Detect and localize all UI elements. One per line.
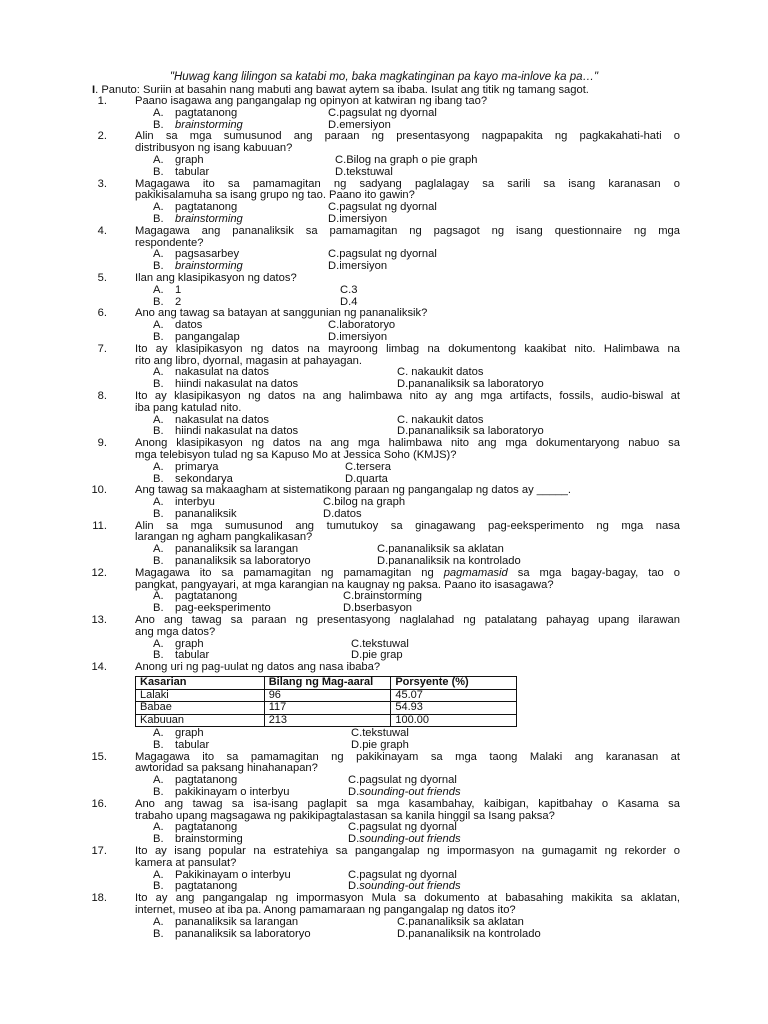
option-text-right: D.tekstuwal [335,165,393,178]
option-letter: B. [153,330,164,343]
option-text: graph [175,153,204,166]
question-text [91,614,680,639]
question-item [91,661,680,751]
option-text: graph [175,637,204,650]
option-text-right: C.pagsulat ng dyornal [348,821,457,834]
question-text-line: Ang tawag sa makaagham at sistematikong paraan ng pangangalap ng datos ay _____. [135,484,571,497]
question-stem: 11. Alin sa mga sumusunod ang tumutukoy sa ginagawang pag-eeksperimento ng mga nasa larangan ng agham pangkalikasan? [92,519,680,544]
option-text-right: C.pananaliksik sa aklatan [397,915,524,928]
question-text-line: kamera at pansulat? [135,856,237,869]
table-cell: Babae [136,702,265,715]
option-text-right: D.quarta [345,472,388,485]
option-text: pagtatanong [175,774,238,787]
option-letter: B. [153,472,164,485]
table-cell: 213 [264,714,391,727]
table-header: Kasarian [136,677,265,690]
question-text-line: Anong klasipikasyon ng datos na ang mga halimbawa nito ang mga dokumentaryong nabuo sa [135,437,680,450]
option-text-right: C.tekstuwal [351,727,409,740]
question-stem: 3. Magagawa ito sa pamamagitan ng sadyang paglalagay sa sarili sa isang karanasan o pakikisalamuha sa isang grupo ng tao. Paano ito gawin? [97,177,680,202]
question-text [91,566,680,592]
question-stem: 8. Ito ay klasipikasyon ng datos na ang halimbawa nito ay ang mga artifacts, fossils, audio-biswal at iba pang katulad nito. [97,389,680,414]
question-text [91,845,680,870]
option-letter: A. [153,201,164,214]
question-item [97,177,680,226]
data-table [135,676,517,727]
option-row [115,108,680,120]
option-text-right: D.imersiyon [328,330,388,343]
option-text: pangangalap [175,330,240,343]
option-text: hiindi nakasulat na datos [175,378,299,391]
option-letter: A. [153,106,164,119]
question-text [115,662,680,674]
question-text-line: Magagawa ito sa pamamagitan ng pakikinayam sa mga taong Malaki ang karanasan at [135,750,680,763]
option-text: pagtatanong [175,590,238,603]
option-text: pananaliksik [175,507,237,520]
question-text-line: Anong uri ng pag-uulat ng datos ang nasa ibaba? [135,661,381,674]
option-text: sekondarya [175,472,233,485]
question-text [92,519,680,545]
table-cell: 100.00 [391,714,517,727]
option-text-right: D.pie grap [351,649,403,662]
table-cell: Kabuuan [136,714,265,727]
option-text: pagtatanong [175,106,238,119]
option-text-right: C.pagsulat ng dyornal [348,774,457,787]
option-letter: B. [153,378,164,391]
question-item [91,566,680,615]
question-text [115,273,680,285]
option-letter: A. [153,637,164,650]
question-text-line: trabaho upang magsagawa ng pakikipagtalastasan sa kanila hinggil sa Isang paksa? [135,809,555,822]
question-stem: 1. Paano isagawa ang pangangalap ng opinyon at katwiran ng ibang tao? [115,96,680,108]
option-letter: A. [153,366,164,379]
option-text-right: C.Bilog na graph o pie graph [335,153,478,166]
option-letter: A. [153,153,164,166]
table-row [136,714,517,727]
question-stem: 4. Magagawa ang pananaliksik sa pamamagitan ng pagsagot ng isang questionnaire ng mga respondente? [97,224,680,249]
question-text-line: ang mga datos? [135,625,216,638]
question-item [97,271,680,308]
question-item [97,224,680,273]
option-text: tabular [175,738,210,751]
option-letter: A. [153,590,164,603]
option-letter: A. [153,821,164,834]
question-stem: 2. Alin sa mga sumusunod ang paraan ng presentasyong nagpapakita ng pagkakahati-hati o distribusyon ng isang kabuuan? [97,130,680,155]
option-row [115,155,680,167]
option-text-right: D.imersiyon [328,260,388,273]
option-row [115,285,680,297]
question-text [97,437,680,462]
question-item [97,389,680,438]
option-letter: B. [153,833,164,846]
option-letter: A. [153,413,164,426]
option-letter: A. [153,248,164,261]
question-text-line: mga telebisyon tulad ng sa Kapuso Mo at Jessica Soho (KMJS)? [135,448,457,461]
motto: "Huwag kang lilingon sa katabi mo, baka magkatinginan pa kayo ma-inlove ka pa…" [169,71,599,83]
option-letter: B. [153,602,164,615]
option-text-right: C.pagsulat ng dyornal [328,106,437,119]
option-text-right: C.pagsulat ng dyornal [348,868,457,881]
option-letter: A. [153,915,164,928]
question-stem: 5. Ilan ang klasipikasyon ng datos? [115,273,680,285]
option-letter: B. [153,738,164,751]
option-text-right: C.pananaliksik sa aklatan [377,543,504,556]
option-text-right: D.imersiyon [328,212,388,225]
option-row [115,167,680,179]
question-text [91,797,680,823]
question-text-line: Magagawa ito sa pamamagitan ng sadyang paglalagay sa sarili sa isang karanasan o [135,177,680,190]
table-cell: 54.93 [391,702,517,715]
option-text-right: C.pagsulat ng dyornal [328,201,437,214]
option-text-right: C.bilog na graph [323,496,406,509]
table-cell: Lalaki [136,689,265,702]
question-text-line: Ilan ang klasipikasyon ng datos? [135,271,297,284]
option-letter: A. [153,496,164,509]
question-text [91,892,680,917]
option-text-right: C.brainstorming [343,590,422,603]
question-text [91,750,680,776]
option-letter: A. [153,460,164,473]
question-stem: 18. Ito ay ang pangangalap ng impormasyon Mula sa dokumento at babasahing makikita sa aklatan, internet, museo at iba pa. Anong pamamaraan ng pangangalap ng datos ito? [91,892,680,916]
option-text: pag-eeksperimento [175,602,271,615]
question-text [97,130,680,155]
question-stem: 10. Ang tawag sa makaagham at sistematikong paraan ng pangangalap ng datos ay _____. [115,485,680,497]
option-text: pagtatanong [175,880,238,893]
question-text-line: Ano ang tawag sa paraan ng presentasyong naglalahad ng patalatang pahayag upang ilarawan [135,614,680,627]
question-item [91,892,680,940]
option-text: pakikinayam o interbyu [175,786,290,799]
option-text: 2 [175,295,182,308]
option-text: Pakikinayam o interbyu [175,868,291,881]
option-letter: B. [153,786,164,799]
question-text-line: Alin sa mga sumusunod ang paraan ng presentasyong nagpapakita ng pagkakahati-hati o [135,130,680,143]
option-text: pagtatanong [175,201,238,214]
option-text-right: D.pananaliksik sa laboratoryo [397,425,544,438]
question-text-line: larangan ng agham pangkalikasan? [135,531,313,544]
option-letter: B. [153,649,164,662]
option-text: 1 [175,283,182,296]
question-text-line: rito ang libro, dyornal, magasin at pahayagan. [135,354,363,367]
question-item [91,797,680,846]
option-letter: B. [153,425,164,438]
question-item [97,437,680,485]
option-text: nakasulat na datos [175,413,269,426]
question-text-line: pakikisalamuha sa isang grupo ng tao. Paano ito gawin? [135,189,415,202]
question-text-line: pangkat, pangyayari, at mga karangian na kaugnay ng paksa. Paano ito isasagawa? [135,578,554,591]
question-item [91,845,680,893]
question-text [97,389,680,415]
question-text-line: Magagawa ito sa pamamagitan ng pamamagitan ng pagmamasid sa mga bagay-bagay, tao o [135,566,680,579]
question-text-line: awtoridad sa paksang hinahanapan? [135,762,318,775]
option-text-right: C. nakaukit datos [397,366,484,379]
option-text: pananaliksik sa laboratoryo [175,555,311,568]
question-item [92,519,680,568]
question-text-line: Ito ay ang pangangalap ng impormasyon Mula sa dokumento at babasahing makikita sa aklatan, [135,892,680,905]
question-stem: 7. Ito ay klasipikasyon ng datos na mayroong limbag na dokumentong kaakibat nito. Halimbawa na rito ang libro, dyornal, magasin at pahayagan. [97,342,680,367]
option-letter: A. [153,319,164,332]
option-text-right: C. nakaukit datos [397,413,484,426]
question-text-line: Paano isagawa ang pangangalap ng opinyon at katwiran ng ibang tao? [135,95,488,107]
question-text-line: Ano ang tawag sa batayan at sanggunian ng pananaliksik? [135,307,428,320]
option-text: pananaliksik sa larangan [175,915,299,928]
option-row [115,462,680,474]
option-letter: A. [153,283,164,296]
option-text: tabular [175,649,210,662]
question-text-line: Ito ay klasipikasyon ng datos na mayroong limbag na dokumentong kaakibat nito. Halimbawa na [135,342,680,355]
option-text: datos [175,319,203,332]
option-text: tabular [175,165,210,178]
option-text: nakasulat na datos [175,366,269,379]
option-letter: A. [153,774,164,787]
option-text-right: D.bserbasyon [343,602,413,615]
table-cell: 96 [264,689,391,702]
question-text-line: Ano ang tawag sa isa-isang paglapit sa mga kasambahay, kaibigan, kapitbahay o Kasama sa [135,797,680,810]
question-item [97,95,680,131]
instruction-text: . Panuto: Suriin at basahin nang mabuti ang bawat aytem sa ibaba. Isulat ang titik ng tamang sagot. [95,84,589,96]
question-stem: 6. Ano ang tawag sa batayan at sanggunian ng pananaliksik? [115,308,680,320]
question-text-line: iba pang katulad nito. [135,401,242,414]
option-text: pananaliksik sa laboratoryo [175,927,311,940]
option-text: primarya [175,460,219,473]
question-text-line: distribusyon ng isang kabuuan? [135,142,293,155]
option-row [115,509,680,521]
question-stem: 16. Ano ang tawag sa isa-isang paglapit sa mga kasambahay, kaibigan, kapitbahay o Kasama sa trabaho upang magsagawa ng pakikipagtalastasan sa kanila hinggil sa Isang paksa? [91,797,680,822]
option-text: hiindi nakasulat na datos [175,425,299,438]
section-roman: I [92,84,96,96]
option-text-right: D.pananaliksik na kontrolado [397,927,541,940]
question-item [97,307,680,343]
option-letter: B. [153,118,164,131]
option-text-right: D.pie graph [351,738,409,751]
option-letter: B. [153,295,164,308]
question-text-line: respondente? [135,236,204,249]
option-text: brainstorming [175,833,243,846]
option-row [115,332,680,344]
option-letter: B. [153,555,164,568]
question-item [97,130,680,178]
option-row [115,929,680,941]
option-row [115,917,680,929]
option-letter: A. [153,727,164,740]
emphasis: sounding-out friends [359,880,461,893]
option-text-right: C.tersera [345,460,392,473]
option-letter: B. [153,507,164,520]
table-cell: 45.07 [391,689,517,702]
option-letter: B. [153,880,164,893]
option-row [115,740,680,752]
option-text: graph [175,727,204,740]
question-item [97,342,680,391]
option-text: brainstorming [175,212,243,225]
question-text [97,177,680,203]
emphasis: sounding-out friends [359,833,461,846]
question-item [91,750,680,799]
option-text: brainstorming [175,118,243,131]
emphasis: pagmamasid [443,566,508,579]
question-text-line: Ito ay klasipikasyon ng datos na ang halimbawa nito ay ang mga artifacts, fossils, audio-biswal at [135,389,680,402]
emphasis: sounding-out friends [359,786,461,799]
option-row [115,214,680,226]
option-text-right: D.sounding-out friends [348,786,461,799]
option-text-right: D.datos [323,507,362,520]
option-text-right: D.4 [340,295,358,308]
option-letter: A. [153,543,164,556]
question-stem: 9. Anong klasipikasyon ng datos na ang mga halimbawa nito ang mga dokumentaryong nabuo sa mga telebisyon tulad ng sa Kapuso Mo at Jessica Soho (KMJS)? [97,437,680,461]
question-stem: 15. Magagawa ito sa pamamagitan ng pakikinayam sa mga taong Malaki ang karanasan at awtoridad sa paksang hinahanapan? [91,750,680,775]
option-text-right: D.pananaliksik sa laboratoryo [397,378,544,391]
option-text: pagtatanong [175,821,238,834]
table-row [136,689,517,702]
table-header-row [136,677,517,690]
question-list [91,95,680,940]
option-text: pananaliksik sa larangan [175,543,299,556]
option-letter: A. [153,868,164,881]
question-text [97,224,680,250]
option-letter: B. [153,212,164,225]
question-text-line: Magagawa ang pananaliksik sa pamamagitan ng pagsagot ng isang questionnaire ng mga [135,224,680,237]
question-text-line: Alin sa mga sumusunod ang tumutukoy sa ginagawang pag-eeksperimento ng mga nasa [135,519,680,532]
option-text-right: D.emersiyon [328,118,391,131]
option-text-right: C.3 [340,283,358,296]
question-item [91,484,680,520]
question-text-line: Ito ay isang popular na estratehiya sa pangangalap ng impormasyon na gumagamit ng rekorder o [135,845,680,858]
question-stem: 13. Ano ang tawag sa paraan ng presentasyong naglalahad ng patalatang pahayag upang ilarawan ang mga datos? [91,614,680,638]
question-stem: 14. Anong uri ng pag-uulat ng datos ang nasa ibaba? [115,662,680,674]
option-letter: B. [153,260,164,273]
question-text-line: internet, museo at iba pa. Anong pamamaraan ng pangangalap ng datos ito? [135,904,516,916]
option-letter: B. [153,927,164,940]
option-text: interbyu [175,496,215,509]
option-text: brainstorming [175,260,243,273]
table-header: Porsyente (%) [391,677,517,690]
question-text [97,342,680,368]
option-text-right: D.sounding-out friends [348,880,461,893]
option-text-right: C.pagsulat ng dyornal [328,248,437,261]
question-stem: 17. Ito ay isang popular na estratehiya sa pangangalap ng impormasyon na gumagamit ng rekorder o kamera at pansulat? [91,845,680,869]
question-item [91,614,680,662]
option-text-right: D.sounding-out friends [348,833,461,846]
option-text-right: C.tekstuwal [351,637,409,650]
table-header: Bilang ng Mag-aaral [264,677,391,690]
option-text-right: D.pananaliksik na kontrolado [377,555,521,568]
option-letter: B. [153,165,164,178]
question-stem: 12. Magagawa ito sa pamamagitan ng pamamagitan ng pagmamasid sa mga bagay-bagay, tao o pangkat, pangyayari, at mga karangian na kaugnay ng paksa. Paano ito isasagawa? [91,566,680,591]
option-text-right: C.laboratoryo [328,319,396,332]
table-cell: 117 [264,702,391,715]
option-text: pagsasarbey [175,248,240,261]
table-row [136,702,517,715]
